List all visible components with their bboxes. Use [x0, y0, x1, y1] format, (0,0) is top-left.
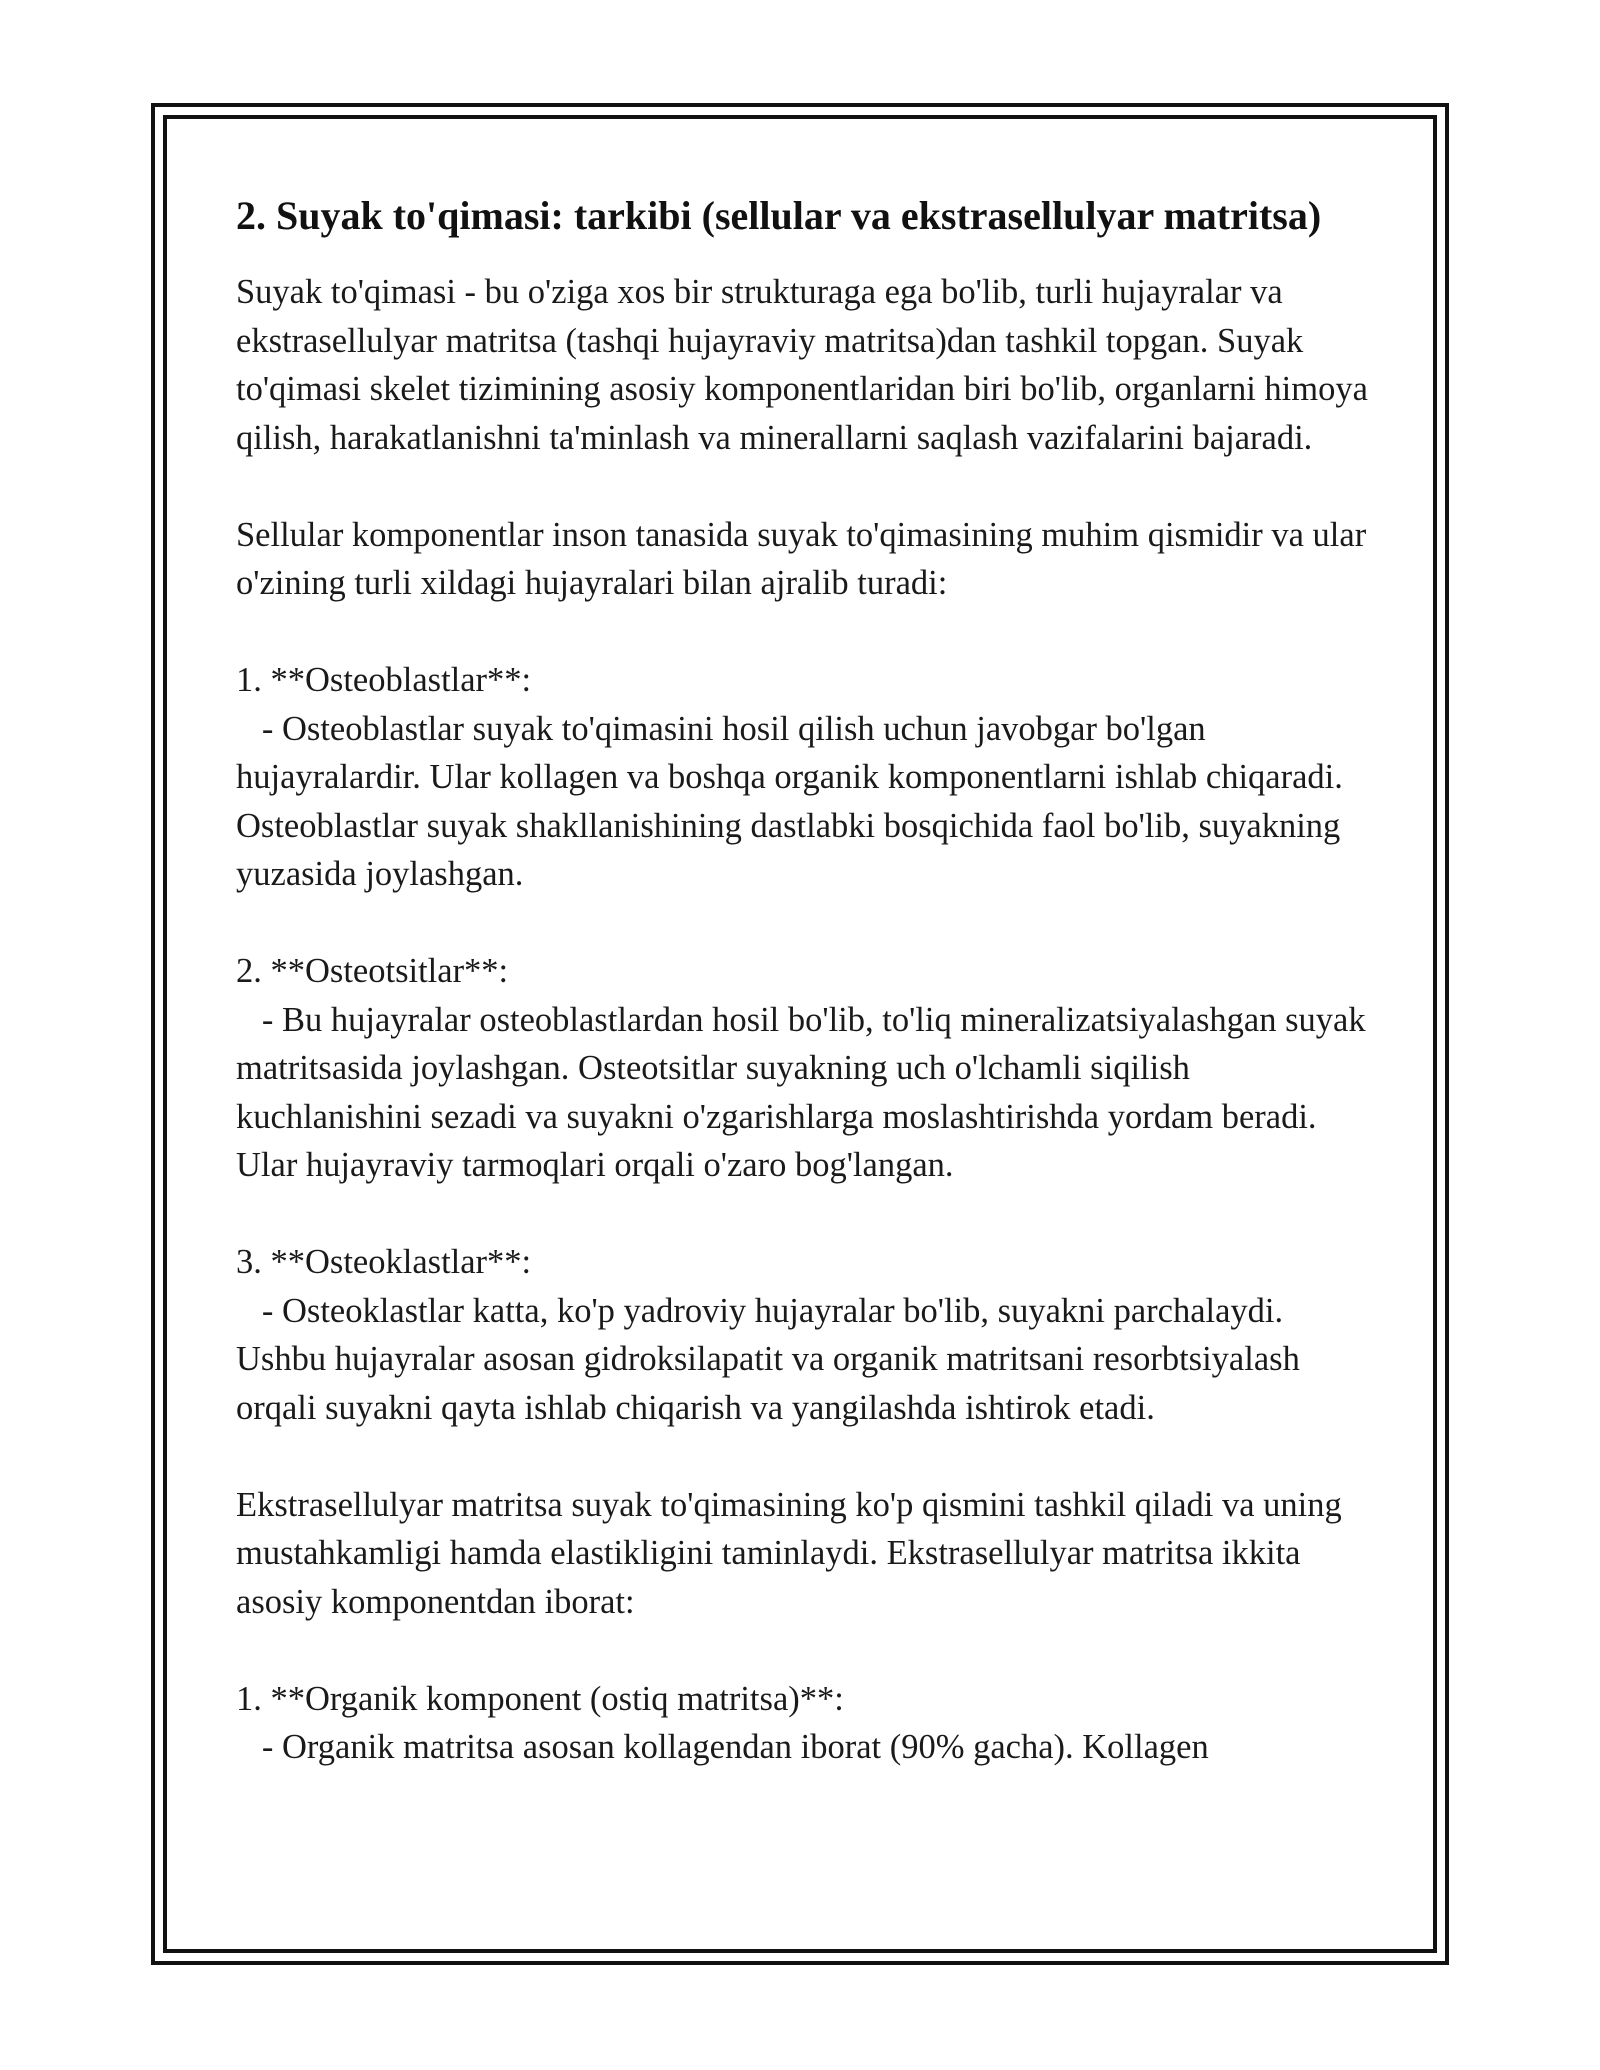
list-item-organic-component: 1. **Organik komponent (ostiq matritsa)**: - Organik matritsa asosan kollagendan iborat (90% gacha). Kollagen — [236, 1679, 1209, 1766]
document-body — [236, 188, 1376, 1820]
paragraph-cellular-components: Sellular komponentlar inson tanasida suyak to'qimasining muhim qismidir va ular o'zining turli xildagi hujayralari bilan ajralib turadi: — [236, 515, 1375, 602]
paragraph-intro: Suyak to'qimasi - bu o'ziga xos bir strukturaga ega bo'lib, turli hujayralar va ekstrasellulyar matritsa (tashqi hujayraviy matritsa)dan tashkil topgan. Suyak to'qimasi skelet tizimining asosiy komponentlaridan biri bo'lib, organlarni himoya qilish, harakatlanishni ta'minlash va minerallarni saqlash vazifalarini bajaradi. — [236, 273, 1377, 457]
list-item-osteoclasts: 3. **Osteoklastlar**: - Osteoklastlar katta, ko'p yadroviy hujayralar bo'lib, suyakni parchalaydi. Ushbu hujayralar asosan gidroksilapatit va organik matritsani resorbtsiyalash orqali suyakni qayta ishlab chiqarish va yangilashda ishtirok etadi. — [236, 1243, 1300, 1427]
list-item-osteocytes: 2. **Osteotsitlar**: - Bu hujayralar osteoblastlardan hosil bo'lib, to'liq mineralizatsiyalashgan suyak matritsasida joylashgan. Osteotsitlar suyakning uch o'lchamli siqilish kuchlanishini sezadi va suyakni o'zgarishlarga moslashtirishda yordam beradi. Ular hujayraviy tarmoqlari orqali o'zaro bog'langan. — [236, 952, 1366, 1184]
list-item-osteoblasts: 1. **Osteoblastlar**: - Osteoblastlar suyak to'qimasini hosil qilish uchun javobgar bo'lgan hujayralardir. Ular kollagen va boshqa organik komponentlarni ishlab chiqaradi. Osteoblastlar suyak shakllanishining dastlabki bosqichida faol bo'lib, suyakning yuzasida joylashgan. — [236, 661, 1343, 893]
paragraph-extracellular-matrix: Ekstrasellulyar matritsa suyak to'qimasining ko'p qismini tashkil qiladi va uning mustahkamligi hamda elastikligini taminlaydi. Ekstrasellulyar matritsa ikkita asosiy komponentdan iborat: — [236, 1485, 1351, 1621]
section-title: 2. Suyak to'qimasi: tarkibi (sellular va ekstrasellulyar matritsa) — [236, 193, 1322, 238]
